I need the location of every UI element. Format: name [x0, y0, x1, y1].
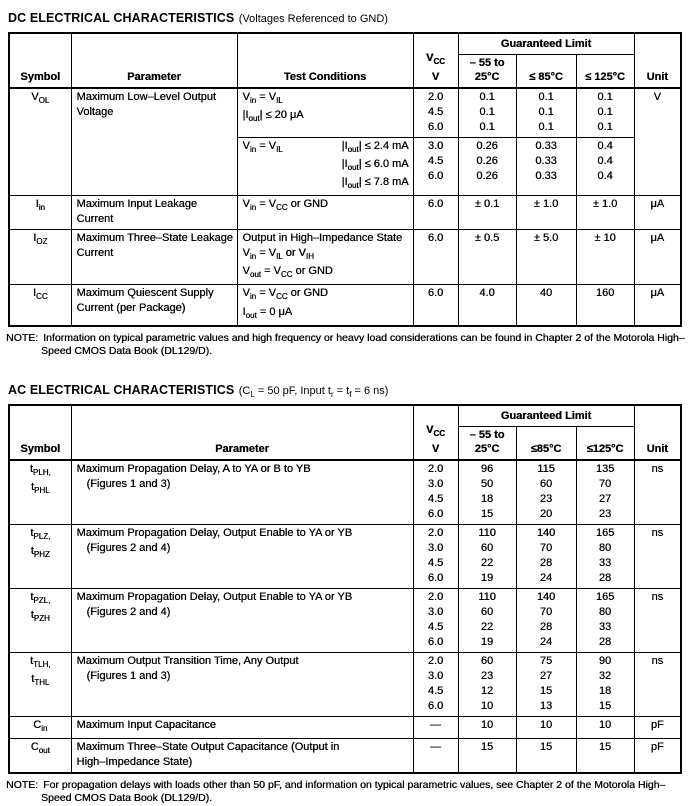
guaranteed-limit-header: Guaranteed Limit — [458, 33, 634, 54]
vcc-cell — [413, 88, 458, 138]
text-line: 2.0 — [427, 654, 444, 667]
text-line: $t_{THL}$ — [31, 672, 50, 687]
text-line: 40 — [539, 287, 553, 300]
text-line: Maximum Three–State Leakage — [76, 232, 233, 245]
text-line: $t_{PHZ}$ — [30, 544, 50, 559]
text-line: 2.0 — [427, 526, 444, 539]
text-line: 0.33 — [535, 139, 557, 152]
text-line: 18 — [598, 684, 612, 697]
unit-cell: μA — [634, 285, 681, 326]
limit-85-cell — [516, 460, 576, 525]
text-line: 90 — [598, 654, 612, 667]
parameter-cell — [71, 460, 413, 525]
text-line: 3.0 — [427, 541, 444, 554]
text-line: ± 10 — [594, 232, 616, 245]
dc-title-suffix: (Voltages Referenced to GND) — [238, 13, 388, 25]
text-line: $V_{in} = V_{IL}$ — [242, 90, 283, 105]
text-line: 60 — [480, 605, 494, 618]
text-line: Maximum Propagation Delay, A to YA or B to YB — [76, 462, 311, 475]
text-line: $|I_{out}| \le 20$ μA — [242, 108, 304, 123]
symbol-header: Symbol — [9, 33, 71, 88]
dc-table — [8, 32, 682, 327]
text-line: Maximum Input Capacitance — [76, 718, 216, 731]
text-line: 23 — [480, 669, 494, 682]
ac-title-text: AC ELECTRICAL CHARACTERISTICS — [8, 382, 235, 397]
text-line: 6.0 — [427, 287, 444, 300]
text-line: 4.5 — [427, 556, 444, 569]
note-label: NOTE: — [6, 331, 39, 344]
text-line: 0.1 — [597, 90, 613, 103]
text-line: (Figures 2 and 4) — [86, 605, 171, 618]
vcc-cell — [413, 652, 458, 716]
limit-125-cell — [576, 88, 634, 138]
vcc-header-line2: V — [431, 442, 440, 455]
text-line: 6.0 — [427, 198, 444, 211]
text-line: 160 — [595, 287, 615, 300]
limit-minus55to25-cell — [458, 137, 516, 196]
parameter-cell — [71, 716, 413, 738]
limit-85-cell — [516, 652, 576, 716]
text-line: $V_{out} = V_{CC}$ or GND — [242, 265, 333, 280]
limit-85-cell — [516, 588, 576, 652]
text-line: 3.0 — [427, 669, 444, 682]
limit-125-cell — [576, 285, 634, 326]
text-line: 15 — [598, 699, 612, 712]
dc-row-iin — [9, 196, 681, 230]
text-line: 4.5 — [427, 684, 444, 697]
text-line: $V_{in} = V_{CC}$ or GND — [242, 287, 328, 302]
text-line: 27 — [539, 669, 553, 682]
text-line: Current — [76, 247, 114, 260]
text-line: 0.1 — [479, 120, 495, 133]
text-line: 0.1 — [479, 105, 495, 118]
text-line: 33 — [598, 620, 612, 633]
text-line: 80 — [598, 541, 612, 554]
text-line: $t_{PLZ,}$ — [30, 526, 51, 541]
limit-minus55to25-cell: 15 — [458, 738, 516, 773]
test-conditions-cell — [237, 137, 413, 196]
text-line: 115 — [537, 462, 555, 475]
text-line: $I_{out} = 0$ μA — [242, 305, 293, 320]
text-line: ± 5.0 — [533, 232, 559, 245]
unit-cell: ns — [634, 524, 681, 588]
text-line: 165 — [595, 526, 615, 539]
ac-row-ttlh-tthl — [9, 652, 681, 716]
limit-minus55to25-cell — [458, 88, 516, 138]
text-line: 60 — [539, 477, 553, 490]
condition-split — [243, 139, 410, 194]
note-line-2: Speed CMOS Data Book (DL129/D). — [41, 792, 212, 805]
text-line: 75 — [539, 654, 553, 667]
symbol-header: Symbol — [9, 405, 71, 460]
text-line: 4.5 — [427, 492, 444, 505]
text-line: 4.5 — [427, 620, 444, 633]
text-line: 70 — [539, 541, 553, 554]
limit-85-cell — [516, 285, 576, 326]
limit-minus55to25-cell — [458, 230, 516, 285]
unit-cell: V — [634, 88, 681, 196]
temp-85-header: ≤85°C — [516, 426, 576, 460]
text-line: $V_{in} = V_{IL}$ or $V_{IH}$ — [242, 247, 314, 262]
symbol-cell: $V_{OL}$ — [9, 88, 71, 196]
guaranteed-limit-header: Guaranteed Limit — [458, 405, 634, 426]
symbol-cell — [9, 524, 71, 588]
text-line: Maximum Low–Level Output — [76, 90, 216, 103]
unit-cell: pF — [634, 716, 681, 738]
text-line: High–Impedance State) — [76, 755, 193, 768]
limit-125-cell — [576, 196, 634, 230]
unit-cell: pF — [634, 738, 681, 773]
note-line-1 — [6, 332, 688, 346]
parameter-cell — [71, 524, 413, 588]
text-line: 24 — [539, 571, 553, 584]
text-line: 20 — [539, 507, 553, 520]
text-line: $|I_{out}| \le 7.8$ mA — [341, 175, 409, 191]
parameter-cell — [71, 588, 413, 652]
text-line: 0.1 — [538, 105, 554, 118]
temp-85-header: ≤ 85°C — [516, 54, 576, 88]
limit-85-cell — [516, 88, 576, 138]
text-line: 12 — [480, 684, 494, 697]
limit-125-cell: 15 — [576, 738, 634, 773]
ac-row-tpzl-tpzh — [9, 588, 681, 652]
temp-line1: – 55 to — [469, 428, 505, 441]
text-line: ± 1.0 — [592, 198, 618, 211]
unit-cell: μA — [634, 230, 681, 285]
text-line: 24 — [539, 635, 553, 648]
text-line: 135 — [595, 462, 615, 475]
text-line: 70 — [539, 605, 553, 618]
vcc-header — [413, 405, 458, 460]
limit-85-cell — [516, 137, 576, 196]
limit-85-cell: 10 — [516, 716, 576, 738]
text-line: 0.33 — [535, 169, 557, 182]
vcc-cell — [413, 524, 458, 588]
test-conditions-cell — [237, 88, 413, 138]
dc-row-ioz — [9, 230, 681, 285]
limit-minus55to25-cell — [458, 285, 516, 326]
dc-section-title — [8, 9, 688, 27]
ac-row-cout — [9, 738, 681, 773]
text-line: 0.26 — [476, 139, 498, 152]
text-line: $t_{PHL}$ — [30, 480, 50, 495]
limit-minus55to25-cell — [458, 196, 516, 230]
parameter-header: Parameter — [71, 33, 237, 88]
temp-minus55to25-header — [458, 426, 516, 460]
condition-left: $V_{in} = V_{IL}$ — [242, 139, 283, 154]
text-line: 60 — [480, 541, 494, 554]
vcc-cell — [413, 137, 458, 196]
dc-header-row-1 — [9, 33, 681, 54]
text-line: 70 — [598, 477, 612, 490]
text-line: 6.0 — [427, 635, 444, 648]
text-line: 0.4 — [597, 154, 613, 167]
temp-line2: 25°C — [474, 70, 500, 83]
text-line: 0.4 — [597, 139, 613, 152]
parameter-cell — [71, 196, 237, 230]
symbol-cell: $I_{OZ}$ — [9, 230, 71, 285]
symbol-cell — [9, 588, 71, 652]
temp-125-header: ≤ 125°C — [576, 54, 634, 88]
condition-right — [342, 139, 410, 194]
ac-note — [6, 779, 688, 806]
text-line: Maximum Propagation Delay, Output Enable to YA or YB — [76, 526, 353, 539]
unit-cell: ns — [634, 588, 681, 652]
parameter-header: Parameter — [71, 405, 413, 460]
text-line: 3.0 — [427, 139, 444, 152]
text-line: Maximum Quiescent Supply — [76, 287, 214, 300]
text-line: 6.0 — [427, 232, 444, 245]
vcc-header-line2: V — [431, 70, 440, 83]
vcc-header-line1: $V_{CC}$ — [426, 52, 445, 67]
limit-85-cell — [516, 524, 576, 588]
text-line: 110 — [478, 590, 496, 603]
text-line: 2.0 — [427, 90, 444, 103]
text-line: Maximum Output Transition Time, Any Output — [76, 654, 299, 667]
text-line: Maximum Propagation Delay, Output Enable to YA or YB — [76, 590, 353, 603]
text-line: 6.0 — [427, 571, 444, 584]
text-line: Output in High–Impedance State — [242, 232, 403, 245]
symbol-cell: $C_{out}$ — [9, 738, 71, 773]
dc-row-icc — [9, 285, 681, 326]
text-line: 22 — [480, 556, 494, 569]
text-line: $t_{PZH}$ — [30, 608, 50, 623]
unit-cell: μA — [634, 196, 681, 230]
ac-section-title — [8, 381, 688, 399]
text-line: 3.0 — [427, 477, 444, 490]
text-line: 28 — [539, 556, 553, 569]
dc-title-text: DC ELECTRICAL CHARACTERISTICS — [8, 11, 235, 25]
text-line: (Figures 1 and 3) — [86, 669, 171, 682]
test-conditions-cell — [237, 230, 413, 285]
text-line: 110 — [478, 526, 496, 539]
text-line: 15 — [539, 684, 553, 697]
text-line: 19 — [480, 635, 494, 648]
limit-125-cell — [576, 137, 634, 196]
text-line: 2.0 — [427, 462, 444, 475]
text-line: $|I_{out}| \le 2.4$ mA — [341, 139, 409, 154]
dc-row-vol-a — [9, 88, 681, 138]
symbol-cell: $I_{in}$ — [9, 196, 71, 230]
limit-125-cell — [576, 524, 634, 588]
note-line-1 — [6, 779, 688, 793]
unit-header: Unit — [634, 33, 681, 88]
unit-cell: ns — [634, 460, 681, 525]
ac-table — [8, 404, 682, 774]
text-line: Maximum Three–State Output Capacitance (Output in — [76, 740, 340, 753]
text-line: 4.5 — [427, 154, 444, 167]
limit-minus55to25-cell — [458, 652, 516, 716]
note-text: For propagation delays with loads other than 50 pF, and information on typical parametric values, see Chapter 2 of the Motorola High– — [43, 778, 666, 791]
parameter-cell — [71, 738, 413, 773]
test-conditions-cell — [237, 285, 413, 326]
text-line: 0.33 — [535, 154, 557, 167]
vcc-cell: — — [413, 738, 458, 773]
note-text: Information on typical parametric values and high frequency or heavy load considerations can be found in Chapter 2 of the Motorola High– — [43, 331, 685, 344]
text-line: 6.0 — [427, 120, 444, 133]
text-line: 4.5 — [427, 105, 444, 118]
text-line: 60 — [480, 654, 494, 667]
text-line: 6.0 — [427, 699, 444, 712]
limit-minus55to25-cell: 10 — [458, 716, 516, 738]
parameter-cell — [71, 230, 237, 285]
text-line: 2.0 — [427, 590, 444, 603]
vcc-header — [413, 33, 458, 88]
text-line: 10 — [480, 699, 494, 712]
text-line: ± 1.0 — [533, 198, 559, 211]
text-line: (Figures 2 and 4) — [86, 541, 171, 554]
text-line: 4.0 — [479, 287, 495, 300]
vcc-cell — [413, 460, 458, 525]
limit-125-cell — [576, 588, 634, 652]
limit-85-cell: 15 — [516, 738, 576, 773]
text-line: 13 — [539, 699, 553, 712]
limit-85-cell — [516, 230, 576, 285]
vcc-cell: — — [413, 716, 458, 738]
text-line: 0.1 — [597, 120, 613, 133]
ac-header-row-1 — [9, 405, 681, 426]
text-line: 27 — [598, 492, 612, 505]
temp-minus55to25-header — [458, 54, 516, 88]
section-spacer — [8, 359, 688, 379]
text-line: ± 0.1 — [474, 198, 500, 211]
text-line: 3.0 — [427, 605, 444, 618]
text-line: 0.1 — [538, 120, 554, 133]
text-line: Current (per Package) — [76, 302, 186, 315]
text-line: 0.4 — [597, 169, 613, 182]
text-line: (Figures 1 and 3) — [86, 477, 171, 490]
text-line: $t_{PZL,}$ — [30, 590, 51, 605]
limit-minus55to25-cell — [458, 588, 516, 652]
text-line: 6.0 — [427, 169, 444, 182]
ac-row-tplz-tphz — [9, 524, 681, 588]
temp-line1: – 55 to — [469, 56, 505, 69]
text-line: $t_{TLH,}$ — [30, 654, 51, 669]
parameter-cell — [71, 652, 413, 716]
text-line: 23 — [598, 507, 612, 520]
symbol-cell — [9, 652, 71, 716]
text-line: $V_{in} = V_{CC}$ or GND — [242, 198, 328, 213]
limit-125-cell — [576, 460, 634, 525]
text-line: 19 — [480, 571, 494, 584]
vcc-cell — [413, 285, 458, 326]
parameter-cell — [71, 88, 237, 196]
limit-minus55to25-cell — [458, 524, 516, 588]
text-line: 0.26 — [476, 154, 498, 167]
text-line: $t_{PLH,}$ — [29, 462, 51, 477]
limit-125-cell: 10 — [576, 716, 634, 738]
text-line: 22 — [480, 620, 494, 633]
ac-title-suffix: ($C_L = 50$ pF, Input $t_r = t_f = 6$ ns) — [238, 384, 389, 399]
dc-note — [6, 332, 688, 359]
unit-header: Unit — [634, 405, 681, 460]
text-line: 80 — [598, 605, 612, 618]
ac-row-tplh-tphl — [9, 460, 681, 525]
text-line: 28 — [539, 620, 553, 633]
note-line-2: Speed CMOS Data Book (DL129/D). — [41, 345, 212, 358]
vcc-cell — [413, 588, 458, 652]
vcc-cell — [413, 230, 458, 285]
note-label: NOTE: — [6, 778, 39, 791]
text-line: Maximum Input Leakage Current — [76, 198, 197, 226]
text-line: ± 0.5 — [474, 232, 500, 245]
text-line: 23 — [539, 492, 553, 505]
temp-125-header: ≤125°C — [576, 426, 634, 460]
text-line: 0.1 — [479, 90, 495, 103]
symbol-cell — [9, 460, 71, 525]
text-line: 28 — [598, 635, 612, 648]
text-line: 140 — [536, 590, 556, 603]
text-line: 0.26 — [476, 169, 498, 182]
limit-125-cell — [576, 652, 634, 716]
symbol-cell: $C_{in}$ — [9, 716, 71, 738]
text-line: 33 — [598, 556, 612, 569]
vcc-header-line1: $V_{CC}$ — [426, 424, 445, 439]
text-line: 50 — [480, 477, 494, 490]
vcc-cell — [413, 196, 458, 230]
symbol-cell: $I_{CC}$ — [9, 285, 71, 326]
text-line: 6.0 — [427, 507, 444, 520]
unit-cell: ns — [634, 652, 681, 716]
limit-minus55to25-cell — [458, 460, 516, 525]
text-line: $|I_{out}| \le 6.0$ mA — [341, 157, 409, 172]
text-line: 165 — [595, 590, 615, 603]
text-line: 0.1 — [538, 90, 554, 103]
text-line: 18 — [480, 492, 494, 505]
text-line: Voltage — [76, 105, 114, 118]
ac-row-cin — [9, 716, 681, 738]
temp-line2: 25°C — [474, 442, 500, 455]
test-conditions-header: Test Conditions — [237, 33, 413, 88]
text-line: 140 — [536, 526, 556, 539]
parameter-cell — [71, 285, 237, 326]
limit-85-cell — [516, 196, 576, 230]
text-line: 32 — [598, 669, 612, 682]
test-conditions-cell — [237, 196, 413, 230]
text-line: 0.1 — [597, 105, 613, 118]
text-line: 96 — [480, 462, 494, 475]
text-line: 15 — [480, 507, 494, 520]
text-line: 28 — [598, 571, 612, 584]
limit-125-cell — [576, 230, 634, 285]
